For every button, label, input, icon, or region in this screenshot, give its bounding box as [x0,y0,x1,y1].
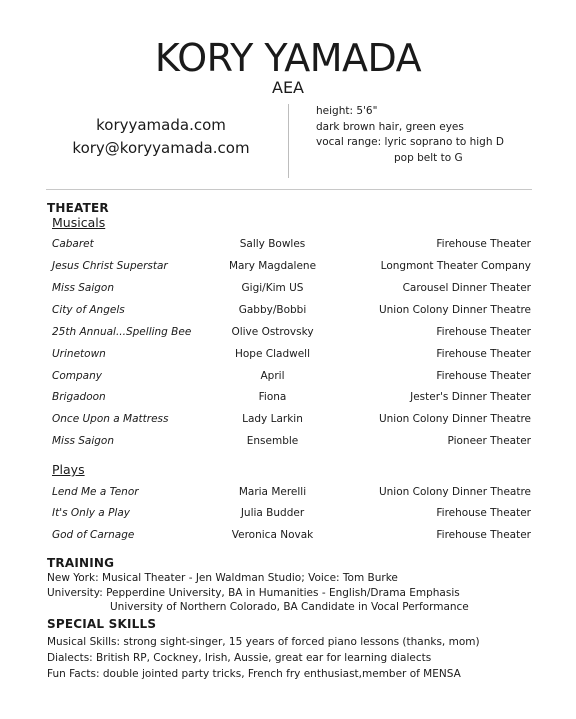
role-name: Gigi/Kim US [241,282,304,294]
credit-row [0,368,576,384]
venue-name: Firehouse Theater [436,348,531,360]
training-line: New York: Musical Theater - Jen Waldman Studio; Voice: Tom Burke [47,572,398,584]
show-title: Jesus Christ Superstar [52,260,168,272]
venue-name: Firehouse Theater [436,370,531,382]
credit-row [0,324,576,340]
role-name: April [260,370,285,382]
venue-name: Longmont Theater Company [380,260,531,272]
venue-name: Firehouse Theater [436,238,531,250]
venue-name: Union Colony Dinner Theatre [378,413,531,425]
credit-row [0,411,576,427]
role-name: Olive Ostrovsky [231,326,314,338]
role-name: Maria Merelli [238,486,307,498]
training-heading: TRAINING [47,556,115,570]
musicals-subheading: Musicals [52,215,106,230]
union-affiliation: AEA [272,78,304,97]
email-link[interactable]: kory@koryyamada.com [72,139,250,157]
venue-name: Firehouse Theater [436,507,531,519]
stat-belt: pop belt to G [394,151,463,164]
show-title: 25th Annual...Spelling Bee [52,326,192,338]
credit-row [0,433,576,449]
role-name: Fiona [258,391,287,403]
role-name: Mary Magdalene [228,260,317,272]
credit-row [0,346,576,362]
venue-name: Union Colony Dinner Theatre [378,486,531,498]
show-title: Once Upon a Mattress [52,413,169,425]
credit-row [0,484,576,500]
venue-name: Carousel Dinner Theater [402,282,531,294]
show-title: City of Angels [52,304,125,316]
stat-vocal-range: vocal range: lyric soprano to high D [316,136,504,148]
credit-row [0,302,576,318]
venue-name: Firehouse Theater [436,326,531,338]
show-title: Cabaret [52,238,94,250]
skills-line: Dialects: British RP, Cockney, Irish, Aussie, great ear for learning dialects [47,652,432,664]
show-title: It's Only a Play [52,507,130,519]
website-link[interactable]: koryyamada.com [96,116,226,134]
role-name: Sally Bowles [239,238,306,250]
training-line: University of Northern Colorado, BA Candidate in Vocal Performance [110,601,469,613]
show-title: Brigadoon [52,391,106,403]
credit-row [0,389,576,405]
training-line: University: Pepperdine University, BA in Humanities - English/Drama Emphasis [47,587,460,599]
plays-subheading: Plays [52,462,85,477]
role-name: Gabby/Bobbi [238,304,307,316]
physical-stats [316,104,556,166]
role-name: Lady Larkin [242,413,303,425]
venue-name: Firehouse Theater [436,529,531,541]
role-name: Hope Cladwell [234,348,310,360]
section-divider [46,189,532,190]
stat-appearance: dark brown hair, green eyes [316,120,464,133]
role-name: Ensemble [246,435,299,447]
header-divider [288,104,289,178]
show-title: God of Carnage [52,529,135,541]
contact-block [42,114,280,160]
show-title: Urinetown [52,348,106,360]
skills-heading: SPECIAL SKILLS [47,617,157,631]
credit-row [0,505,576,521]
resume-name: KORY YAMADA [154,36,422,80]
stat-height: height: 5'6" [316,105,378,117]
show-title: Company [52,370,102,382]
venue-name: Pioneer Theater [447,435,531,447]
show-title: Lend Me a Tenor [52,486,139,498]
skills-line: Fun Facts: double jointed party tricks, French fry enthusiast,member of MENSA [47,668,461,680]
venue-name: Union Colony Dinner Theatre [378,304,531,316]
credit-row [0,236,576,252]
skills-line: Musical Skills: strong sight-singer, 15 years of forced piano lessons (thanks, mom) [47,636,480,648]
theater-heading: THEATER [47,201,109,215]
credit-row [0,527,576,543]
role-name: Veronica Novak [231,529,314,541]
show-title: Miss Saigon [52,282,115,294]
venue-name: Jester's Dinner Theater [410,391,531,403]
show-title: Miss Saigon [52,435,115,447]
credit-row [0,258,576,274]
credit-row [0,280,576,296]
role-name: Julia Budder [240,507,305,519]
